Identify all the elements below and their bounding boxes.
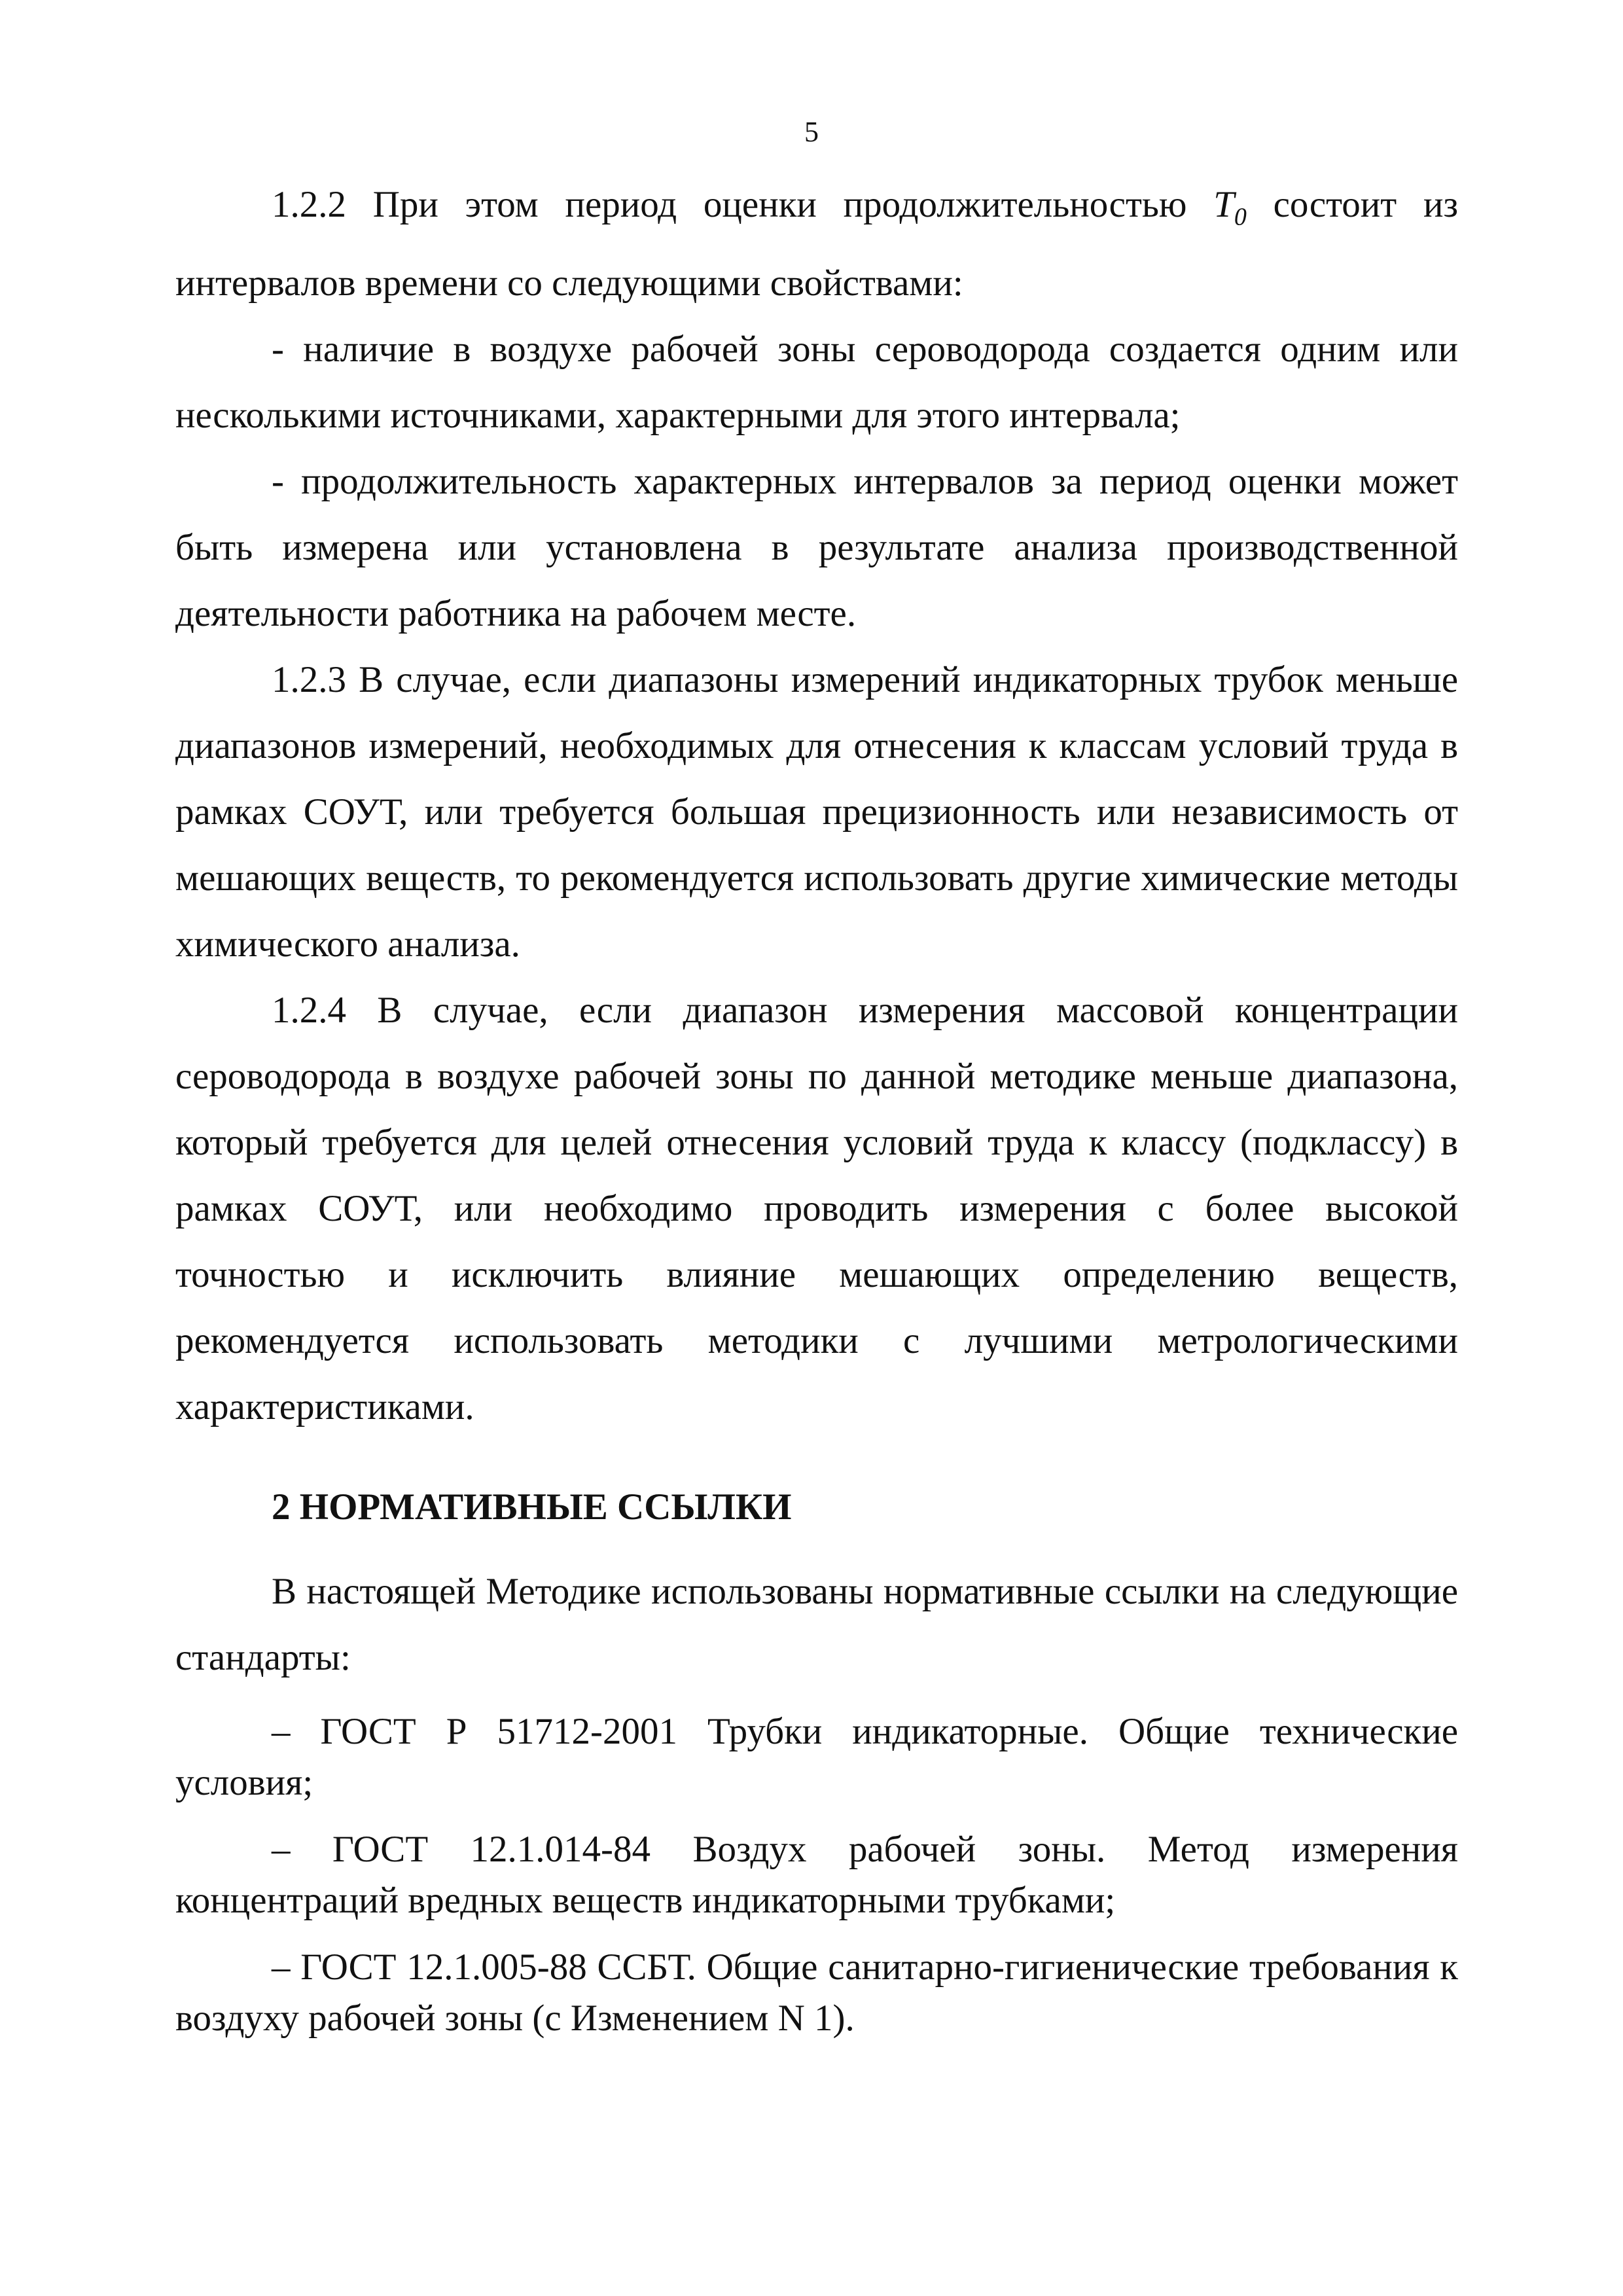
section-2-intro: В настоящей Методике использованы нормативные ссылки на следующие стандарты: <box>175 1571 1458 1679</box>
paragraph-1-2-2-text-after: состоит из интервалов времени со следующими свойствами: <box>175 184 1458 304</box>
reference-item-1: – ГОСТ Р 51712-2001 Трубки индикаторные. Общие технические условия; <box>175 1711 1458 1804</box>
paragraph-1-2-3: 1.2.3 В случае, если диапазоны измерений индикаторных трубок меньше диапазонов измерений, необходимых для отнесения к классам условий труда в рамках СОУТ, или требуется большая прецизионность или независимость от мешающих веществ, то рекомендуется использовать другие химические методы химического анализа. <box>175 659 1458 965</box>
document-body <box>175 171 1458 2044</box>
period-variable-subscript: 0 <box>1234 203 1247 231</box>
paragraph-1-2-2-text-before: 1.2.2 При этом период оценки продолжительностью <box>272 184 1214 225</box>
reference-item-3: – ГОСТ 12.1.005-88 ССБТ. Общие санитарно-гигиенические требования к воздуху рабочей зоны (с Изменением N 1). <box>175 1946 1458 2039</box>
paragraph-1-2-2-intro <box>175 171 1458 316</box>
period-variable <box>1213 184 1247 231</box>
paragraph-1-2-4: 1.2.4 В случае, если диапазон измерения массовой концентрации сероводорода в воздухе рабочей зоны по данной методике меньше диапазона, который требуется для целей отнесения условий труда к классу (подклассу) в рамках СОУТ, или необходимо проводить измерения с более высокой точностью и исключить влияние мешающих определению веществ, рекомендуется использовать методики с лучшими метрологическими характеристиками. <box>175 990 1458 1428</box>
paragraph-1-2-2-bullet-1: - наличие в воздухе рабочей зоны сероводорода создается одним или несколькими источниками, характерными для этого интервала; <box>175 329 1458 437</box>
section-2-heading: 2 НОРМАТИВНЫЕ ССЫЛКИ <box>272 1486 792 1528</box>
period-variable-symbol: T <box>1213 184 1234 225</box>
page-number: 5 <box>804 116 819 148</box>
reference-item-2: – ГОСТ 12.1.014-84 Воздух рабочей зоны. Метод измерения концентраций вредных веществ индикаторными трубками; <box>175 1829 1458 1922</box>
paragraph-1-2-2-bullet-2: - продолжительность характерных интервалов за период оценки может быть измерена или установлена в результате анализа производственной деятельности работника на рабочем месте. <box>175 461 1458 635</box>
